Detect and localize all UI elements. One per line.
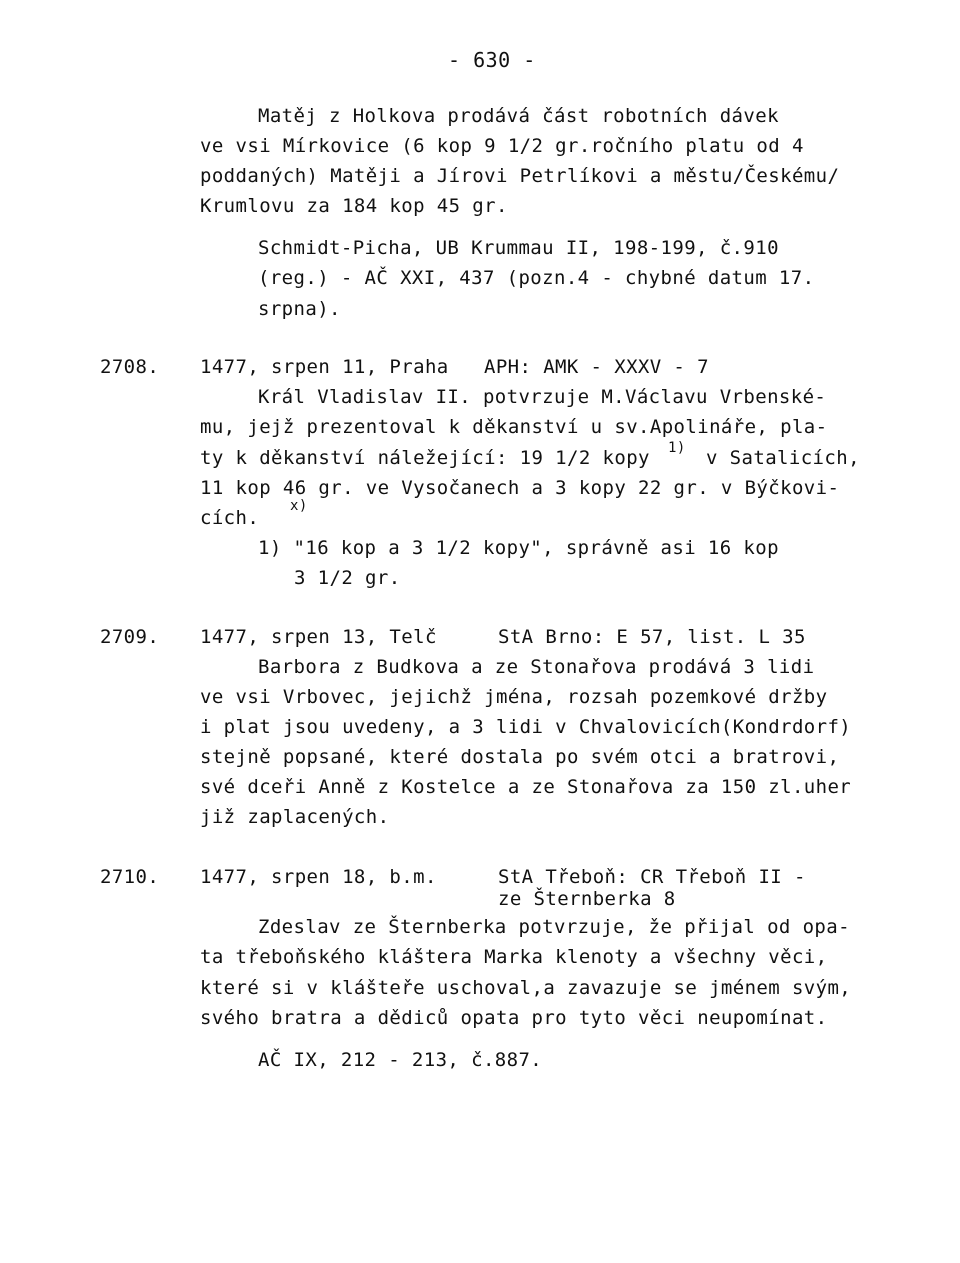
intro-line: Matěj z Holkova prodává část robotních dávek [258, 105, 779, 127]
intro-line: poddaných) Matěji a Jírovi Petrlíkovi a městu/Českému/ [200, 165, 840, 187]
source-line: Schmidt-Picha, UB Krummau II, 198-199, č.910 [258, 237, 779, 259]
entry-line: Král Vladislav II. potvrzuje M.Václavu Vrbenské- [258, 386, 827, 408]
footnote-line: 1) "16 kop a 3 1/2 kopy", správně asi 16 kop [258, 537, 779, 559]
entry-line: stejně popsané, které dostala po svém otci a bratrovi, [200, 746, 840, 768]
source-line: srpna). [258, 298, 341, 320]
entry-number: 2710. [100, 866, 160, 888]
page-number: - 630 - [448, 48, 536, 72]
entry-archive-ref: StA Třeboň: CR Třeboň II - [498, 866, 806, 888]
entry-date-place: 1477, srpen 13, Telč [200, 626, 437, 648]
entry-source: AČ IX, 212 - 213, č.887. [258, 1049, 543, 1071]
entry-archive-ref: StA Brno: E 57, list. L 35 [498, 626, 806, 648]
entry-line: své dceři Anně z Kostelce a ze Stonařova za 150 zl.uher [200, 776, 852, 798]
entry-line: které si v klášteře uschoval,a zavazuje se jménem svým, [200, 977, 852, 999]
entry-number: 2708. [100, 356, 160, 378]
footnote-marker: 1) [668, 440, 686, 456]
entry-line: i plat jsou uvedeny, a 3 lidi v Chvalovicích(Kondrdorf) [200, 716, 852, 738]
entry-line: v Satalicích, [706, 447, 860, 469]
entry-line: 11 kop 46 gr. ve Vysočanech a 3 kopy 22 gr. v Býčkovi- [200, 477, 840, 499]
entry-archive-ref-cont: ze Šternberka 8 [498, 888, 676, 910]
entry-line: svého bratra a dědiců opata pro tyto věci neupomínat. [200, 1007, 828, 1029]
entry-number: 2709. [100, 626, 160, 648]
entry-line: ta třeboňského kláštera Marka klenoty a všechny věci, [200, 946, 828, 968]
entry-archive-ref: APH: AMK - XXXV - 7 [484, 356, 709, 378]
entry-date-place: 1477, srpen 18, b.m. [200, 866, 437, 888]
entry-line: ty k děkanství náležející: 19 1/2 kopy [200, 447, 650, 469]
entry-line: cích. [200, 507, 260, 529]
entry-line: Zdeslav ze Šternberka potvrzuje, že přijal od opa- [258, 916, 850, 938]
entry-date-place: 1477, srpen 11, Praha [200, 356, 449, 378]
entry-line: již zaplacených. [200, 806, 390, 828]
entry-line: ve vsi Vrbovec, jejichž jména, rozsah pozemkové držby [200, 686, 828, 708]
entry-line: mu, jejž prezentoval k děkanství u sv.Apolináře, pla- [200, 416, 828, 438]
intro-line: Krumlovu za 184 kop 45 gr. [200, 195, 508, 217]
entry-line: Barbora z Budkova a ze Stonařova prodává 3 lidi [258, 656, 815, 678]
footnote-line: 3 1/2 gr. [294, 567, 401, 589]
intro-line: ve vsi Mírkovice (6 kop 9 1/2 gr.ročního platu od 4 [200, 135, 804, 157]
source-line: (reg.) - AČ XXI, 437 (pozn.4 - chybné datum 17. [258, 267, 815, 289]
correction-marker: x) [290, 498, 308, 514]
